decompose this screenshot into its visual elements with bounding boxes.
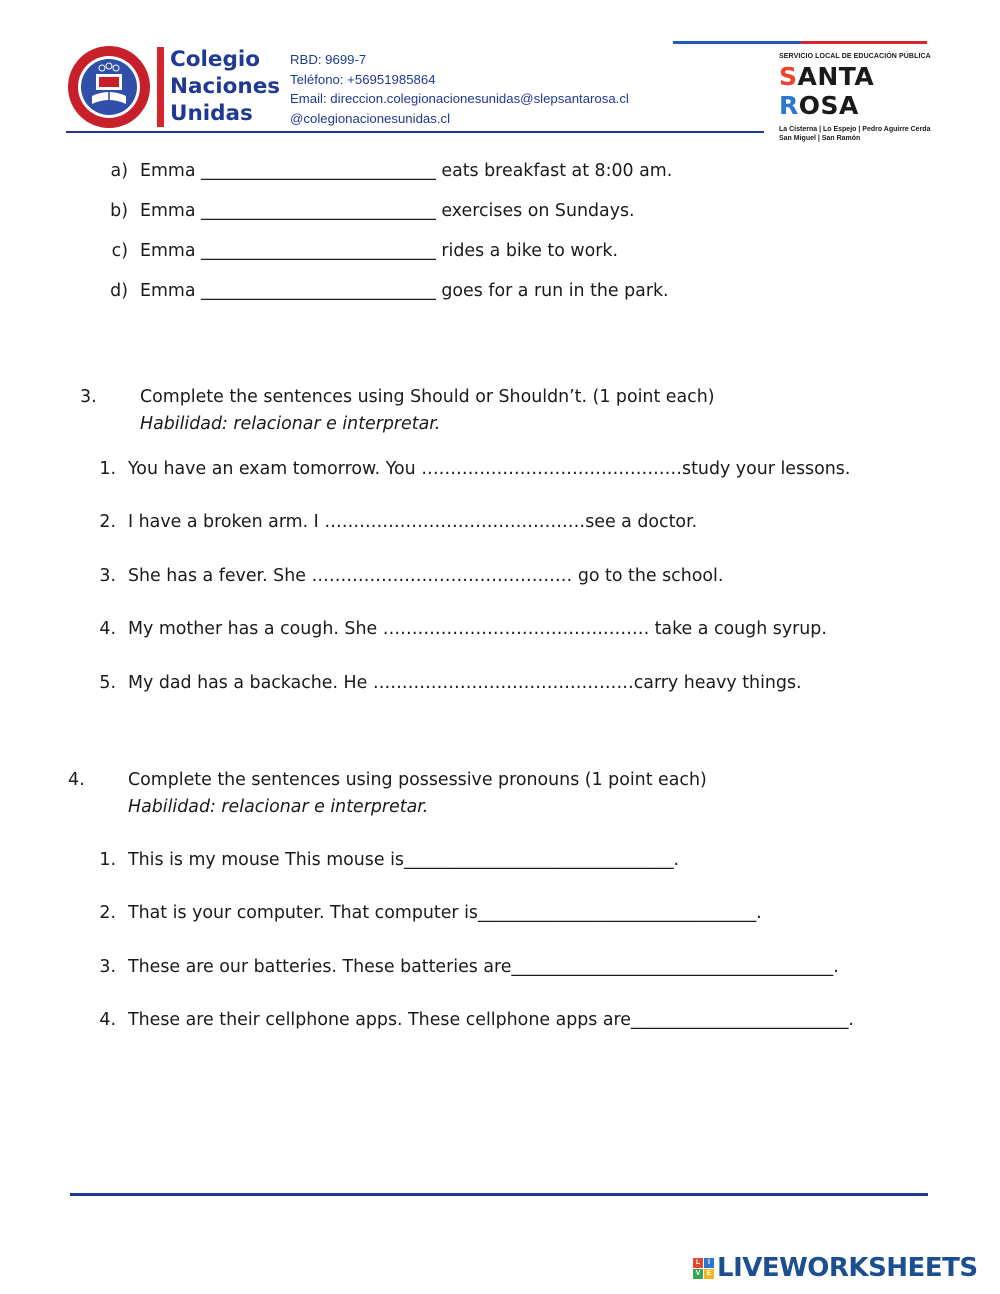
section-3-skill: Habilidad: relacionar e interpretar. [140,414,441,434]
partner-name-initial-1: S [779,62,798,91]
school-name-line-2: Naciones [170,74,281,99]
section-3-number: 3. [80,387,97,407]
liveworksheets-logo [693,1253,978,1283]
emma-item [140,281,669,301]
contact-rbd: RBD: 9699-7 [290,52,367,67]
header-divider [66,131,764,133]
liveworksheets-icon-letter: E [704,1269,714,1279]
section-3-title: Complete the sentences using Should or Shouldn’t. (1 point each) [140,387,715,407]
emma-item-label: b) [110,201,128,221]
header-red-bar [157,47,164,127]
section-3-item[interactable]: You have an exam tomorrow. You ………………………………………study your lessons. [128,459,851,479]
section-4-item-label: 2. [99,903,116,923]
section-4-item-label: 3. [99,957,116,977]
liveworksheets-icon-letter: L [693,1258,703,1268]
liveworksheets-icon [693,1258,714,1279]
contact-phone: Teléfono: +56951985864 [290,71,436,87]
partner-name-line-2 [779,92,859,120]
section-4-item-label: 4. [99,1010,116,1030]
section-3-item-label: 3. [99,566,116,586]
school-contact [290,50,629,128]
section-4-item-label: 1. [99,850,116,870]
header-top-rule-blue [673,41,801,44]
emma-item-blank[interactable]: ___________________________ [201,241,436,261]
section-3-item[interactable]: My dad has a backache. He ………………………………………carry heavy things. [128,673,802,693]
partner-communes-line-1: La Cisterna | Lo Espejo | Pedro Aguirre Cerda [779,126,931,133]
emma-item-label: a) [110,161,128,181]
emma-item-rest: rides a bike to work. [441,241,619,261]
contact-social: @colegionacionesunidas.cl [290,110,451,126]
school-name-line-1: Colegio [170,47,261,72]
partner-name-line-1 [779,63,874,91]
liveworksheets-icon-letter: V [693,1269,703,1279]
partner-communes [779,125,930,143]
section-4-item[interactable]: That is your computer. That computer is________________________________. [128,903,762,923]
section-4-title: Complete the sentences using possessive pronouns (1 point each) [128,770,707,790]
emma-item-rest: eats breakfast at 8:00 am. [441,161,673,181]
section-4-item[interactable]: This is my mouse This mouse is_______________________________. [128,850,680,870]
emma-item-subject: Emma [140,161,196,181]
emma-item-label: c) [111,241,128,261]
school-name [170,46,280,127]
emma-item-blank[interactable]: ___________________________ [201,281,436,301]
emma-item-label: d) [110,281,128,301]
emma-item-subject: Emma [140,281,196,301]
contact-email: Email: direccion.colegionacionesunidas@slepsantarosa.cl [290,91,629,107]
partner-top-line: SERVICIO LOCAL DE EDUCACIÓN PÚBLICA [779,53,931,60]
section-3-item[interactable]: She has a fever. She ……………………………………… go to the school. [128,566,724,586]
partner-name-initial-2: R [779,91,799,120]
emma-item-subject: Emma [140,201,196,221]
emma-item-blank[interactable]: ___________________________ [201,201,436,221]
emma-item-blank[interactable]: ___________________________ [201,161,436,181]
section-3-item-label: 1. [99,459,116,479]
emma-item [140,161,672,181]
section-3-item-label: 2. [99,512,116,532]
section-3-item-label: 4. [99,619,116,639]
school-crest-logo [66,44,152,130]
emma-item-rest: goes for a run in the park. [441,281,669,301]
partner-name-rest-2: OSA [798,91,859,120]
emma-item-rest: exercises on Sundays. [441,201,635,221]
liveworksheets-icon-letter: I [704,1258,714,1268]
liveworksheets-brand: LIVEWORKSHEETS [717,1253,978,1283]
section-3-item[interactable]: I have a broken arm. I ………………………………………see a doctor. [128,512,698,532]
section-3-item-label: 5. [99,673,116,693]
section-4-skill: Habilidad: relacionar e interpretar. [128,797,429,817]
emma-item [140,201,635,221]
header-top-rule-red [801,41,927,44]
section-4-item[interactable]: These are their cellphone apps. These cellphone apps are_________________________. [128,1010,854,1030]
section-4-number: 4. [68,770,85,790]
school-name-line-3: Unidas [170,101,253,126]
section-3-item[interactable]: My mother has a cough. She ………………………………………. take a cough syrup. [128,619,827,639]
section-4-item[interactable]: These are our batteries. These batteries are_____________________________________. [128,957,839,977]
footer-divider [70,1193,928,1196]
partner-name-rest-1: ANTA [797,62,875,91]
partner-communes-line-2: San Miguel | San Ramón [779,135,861,142]
emma-item-subject: Emma [140,241,196,261]
emma-item [140,241,618,261]
